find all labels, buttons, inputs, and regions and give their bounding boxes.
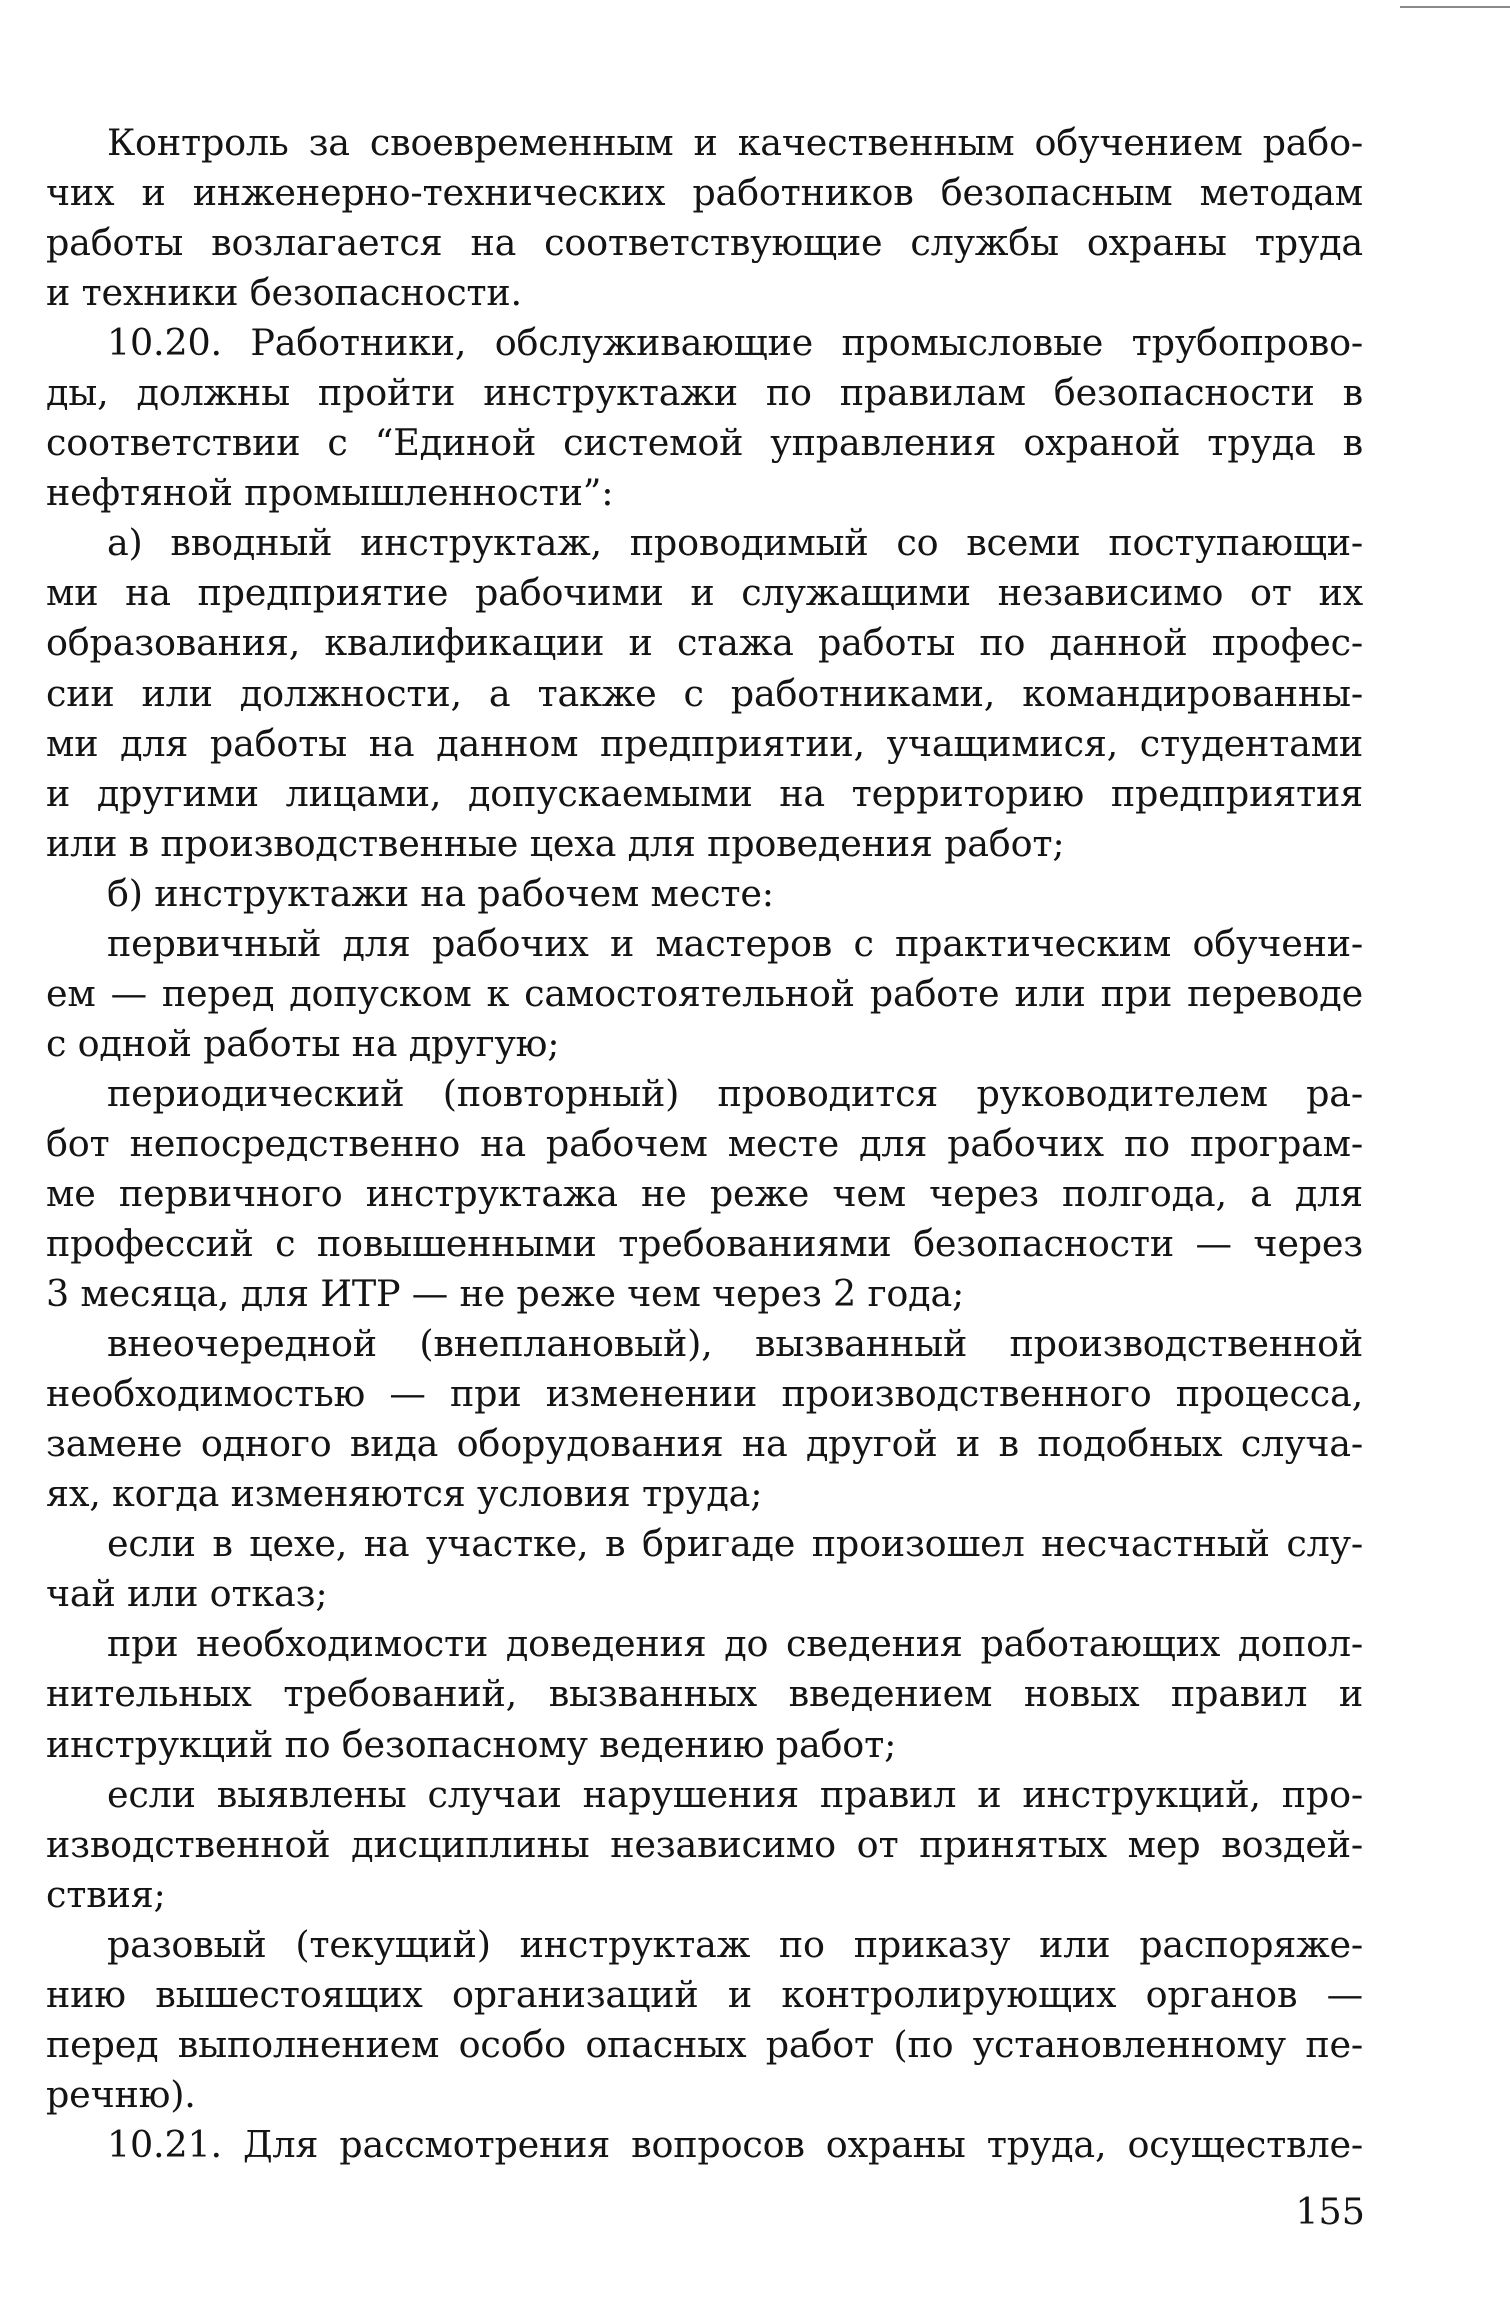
text-line: нефтяной промышленности”:	[46, 471, 614, 515]
text-line: изводственной дисциплины независимо от принятых мер воздей-	[46, 1822, 1363, 1866]
scan-edge-mark	[1400, 6, 1510, 8]
text-line: нительных требований, вызванных введением новых правил и	[46, 1672, 1363, 1716]
text-lines	[46, 118, 1363, 2170]
text-line: соответствии с “Единой системой управления охраной труда в	[46, 421, 1363, 465]
page-number: 155	[1295, 2190, 1365, 2233]
text-line: периодический (повторный) проводится руководителем ра-	[107, 1071, 1363, 1115]
text-line: нию вышестоящих организаций и контролирующих органов —	[46, 1972, 1363, 2016]
text-line: инструкций по безопасному ведению работ;	[46, 1722, 897, 1766]
text-line: и другими лицами, допускаемыми на территорию предприятия	[46, 771, 1363, 815]
text-line: чих и инженерно-технических работников безопасным методам	[46, 171, 1363, 215]
text-line: чай или отказ;	[46, 1572, 328, 1616]
text-line: первичный для рабочих и мастеров с практическим обучени-	[107, 921, 1363, 965]
text-line: 10.21. Для рассмотрения вопросов охраны труда, осуществле-	[107, 2122, 1363, 2166]
text-line: Контроль за своевременным и качественным обучением рабо-	[107, 121, 1363, 164]
text-line: профессий с повышенными требованиями безопасности — через	[46, 1222, 1363, 1266]
text-line: ме первичного инструктажа не реже чем через полгода, а для	[46, 1171, 1363, 1215]
text-line: ми на предприятие рабочими и служащими независимо от их	[46, 571, 1363, 615]
text-line: речню).	[46, 2072, 196, 2116]
text-line: или в производственные цеха для проведения работ;	[46, 821, 1065, 865]
text-line: с одной работы на другую;	[46, 1021, 560, 1065]
text-line: замене одного вида оборудования на другой и в подобных случа-	[46, 1422, 1363, 1466]
text-line: 3 месяца, для ИТР — не реже чем через 2 года;	[46, 1272, 965, 1316]
text-line: б) инструктажи на рабочем месте:	[107, 871, 774, 915]
text-line: а) вводный инструктаж, проводимый со всеми поступающи-	[107, 521, 1363, 565]
text-line: ях, когда изменяются условия труда;	[46, 1472, 763, 1516]
text-line: работы возлагается на соответствующие службы охраны труда	[46, 221, 1363, 265]
text-line: ды, должны пройти инструктажи по правилам безопасности в	[46, 371, 1363, 415]
text-line: образования, квалификации и стажа работы по данной профес-	[46, 621, 1363, 665]
text-line: если в цехе, на участке, в бригаде произошел несчастный слу-	[107, 1522, 1363, 1566]
text-line: ми для работы на данном предприятии, учащимися, студентами	[46, 721, 1363, 765]
page-body	[46, 118, 1363, 2170]
text-line: необходимостью — при изменении производственного процесса,	[46, 1372, 1363, 1416]
text-line: и техники безопасности.	[46, 271, 522, 315]
text-line: 10.20. Работники, обслуживающие промысловые трубопрово-	[107, 321, 1363, 365]
text-line: ем — перед допуском к самостоятельной работе или при переводе	[46, 971, 1363, 1015]
text-line: перед выполнением особо опасных работ (по установленному пе-	[46, 2022, 1363, 2066]
text-line: если выявлены случаи нарушения правил и инструкций, про-	[107, 1772, 1363, 1816]
text-line: при необходимости доведения до сведения работающих допол-	[107, 1622, 1363, 1666]
text-line: ствия;	[46, 1872, 166, 1916]
text-line: внеочередной (внеплановый), вызванный производственной	[107, 1322, 1363, 1366]
text-line: разовый (текущий) инструктаж по приказу или распоряже-	[107, 1922, 1363, 1966]
text-line: бот непосредственно на рабочем месте для рабочих по програм-	[46, 1121, 1363, 1165]
text-line: сии или должности, а также с работниками, командированны-	[46, 671, 1363, 715]
